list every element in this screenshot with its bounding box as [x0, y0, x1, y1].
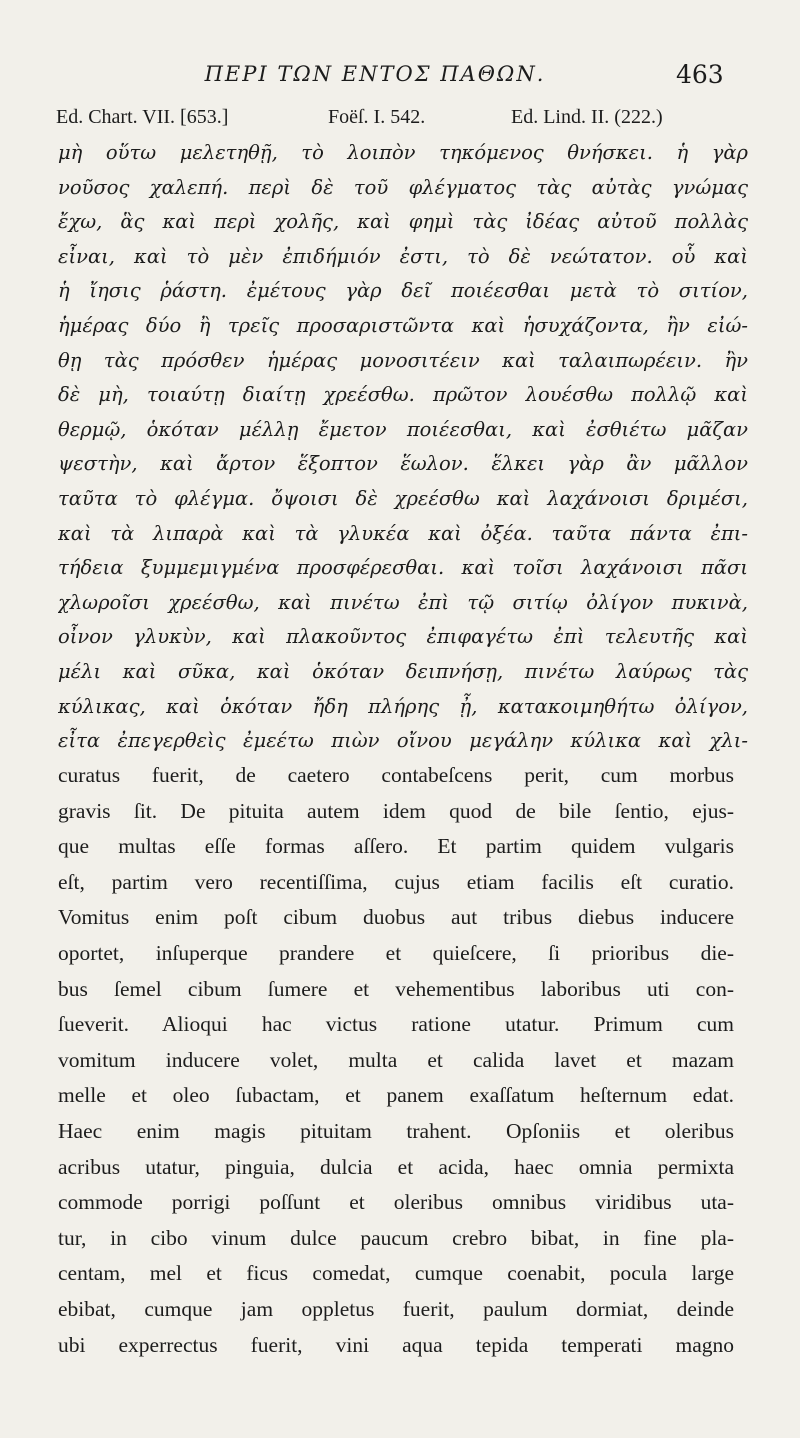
latin-line: vomitum inducere volet, multa et calida lavet et mazam [58, 1047, 734, 1072]
greek-line: εἶναι, καὶ τὸ μὲν ἐπιδήμιόν ἐστι, τὸ δὲ νεώτατον. οὗ καὶ [58, 244, 748, 268]
greek-line: κύλικας, καὶ ὁκόταν ἤδη πλήρης ᾖ, κατακοιμηθήτω ὀλίγον, [58, 694, 748, 718]
greek-line: ἡ ἴησις ῥάστη. ἐμέτους γὰρ δεῖ ποιέεσθαι μετὰ τὸ σιτίον, [58, 279, 748, 303]
greek-line: καὶ τὰ λιπαρὰ καὶ τὰ γλυκέα καὶ ὀξέα. ταῦτα πάντα ἐπι- [58, 521, 748, 545]
latin-line: commode porrigi poſſunt et oleribus omnibus viridibus uta- [58, 1190, 734, 1215]
greek-line: εἶτα ἐπεγερθεὶς ἐμεέτω πιὼν οἴνου μεγάλην κύλικα καὶ χλι- [58, 729, 748, 753]
greek-line: ψεστὴν, καὶ ἄρτον ἕξοπτον ἕωλον. ἕλκει γὰρ ἂν μᾶλλον [58, 452, 748, 476]
latin-line: ſueverit. Alioqui hac victus ratione utatur. Primum cum [58, 1012, 734, 1037]
edition-chartier: Ed. Chart. VII. [653.] [56, 106, 229, 128]
greek-line: θῃ τὰς πρόσθεν ἡμέρας μονοσιτέειν καὶ ταλαιπωρέειν. ἢν [58, 348, 748, 372]
latin-line: gravis ſit. De pituita autem idem quod de bile ſentio, ejus- [58, 798, 734, 823]
greek-line: χλωροῖσι χρεέσθω, καὶ πινέτω ἐπὶ τῷ σιτίῳ ὀλίγον πυκινὰ, [58, 590, 748, 614]
greek-line: ἔχω, ἃς καὶ περὶ χολῆς, καὶ φημὶ τὰς ἰδέας αὐτοῦ πολλὰς [58, 210, 748, 234]
latin-line: Vomitus enim poſt cibum duobus aut tribus diebus inducere [58, 905, 734, 930]
latin-line: melle et oleo ſubactam, et panem exaſſatum heſternum edat. [58, 1083, 734, 1108]
page-header [0, 58, 800, 98]
latin-line: centam, mel et ficus comedat, cumque coenabit, pocula large [58, 1261, 734, 1286]
latin-line: oportet, inſuperque prandere et quieſcere, ſi prioribus die- [58, 940, 734, 965]
latin-line: tur, in cibo vinum dulce paucum crebro bibat, in fine pla- [58, 1225, 734, 1250]
latin-line: eſt, partim vero recentiſſima, cujus etiam facilis eſt curatio. [58, 869, 734, 894]
greek-line: θερμῷ, ὁκόταν μέλλῃ ἔμετον ποιέεσθαι, καὶ ἐσθιέτω μᾶζαν [58, 417, 748, 441]
running-title: ΠΕΡΙ ΤΩΝ ΕΝΤΟΣ ΠΑΘΩΝ. [204, 62, 546, 86]
greek-line: μέλι καὶ σῦκα, καὶ ὁκόταν δειπνήσῃ, πινέτω λαύρως τὰς [58, 659, 748, 683]
greek-line: νοῦσος χαλεπή. περὶ δὲ τοῦ φλέγματος τὰς αὐτὰς γνώμας [58, 175, 748, 199]
greek-line: ἡμέρας δύο ἢ τρεῖς προσαριστῶντα καὶ ἡσυχάζοντα, ἢν εἰώ- [58, 313, 748, 337]
latin-line: Haec enim magis pituitam trahent. Opſoniis et oleribus [58, 1118, 734, 1143]
greek-line: τήδεια ξυμμεμιγμένα προσφέρεσθαι. καὶ τοῖσι λαχάνοισι πᾶσι [58, 556, 748, 580]
greek-line: ταῦτα τὸ φλέγμα. ὄψοισι δὲ χρεέσθω καὶ λαχάνοισι δριμέσι, [58, 486, 748, 510]
latin-line: curatus fuerit, de caetero contabeſcens perit, cum morbus [58, 763, 734, 787]
greek-line: δὲ μὴ, τοιαύτῃ διαίτῃ χρεέσθω. πρῶτον λουέσθω πολλῷ καὶ [58, 383, 748, 407]
edition-foes: Foëſ. I. 542. [328, 106, 426, 128]
latin-line: acribus utatur, pinguia, dulcia et acida, haec omnia permixta [58, 1154, 734, 1179]
greek-line: οἶνον γλυκὺν, καὶ πλακοῦντος ἐπιφαγέτω ἐπὶ τελευτῆς καὶ [58, 625, 748, 649]
page-number: 463 [676, 60, 724, 89]
latin-line: que multas eſſe formas aſſero. Et partim quidem vulgaris [58, 834, 734, 859]
latin-line: bus ſemel cibum ſumere et vehementibus laboribus uti con- [58, 976, 734, 1001]
greek-text [58, 136, 748, 759]
latin-translation [58, 758, 734, 1363]
edition-linden: Ed. Lind. II. (222.) [511, 106, 663, 128]
latin-line: ubi experrectus fuerit, vini aqua tepida temperati magno [58, 1332, 734, 1357]
edition-references [56, 106, 746, 136]
greek-line: μὴ οὕτω μελετηθῇ, τὸ λοιπὸν τηκόμενος θνήσκει. ἡ γὰρ [58, 141, 748, 164]
latin-line: ebibat, cumque jam oppletus fuerit, paulum dormiat, deinde [58, 1296, 734, 1321]
